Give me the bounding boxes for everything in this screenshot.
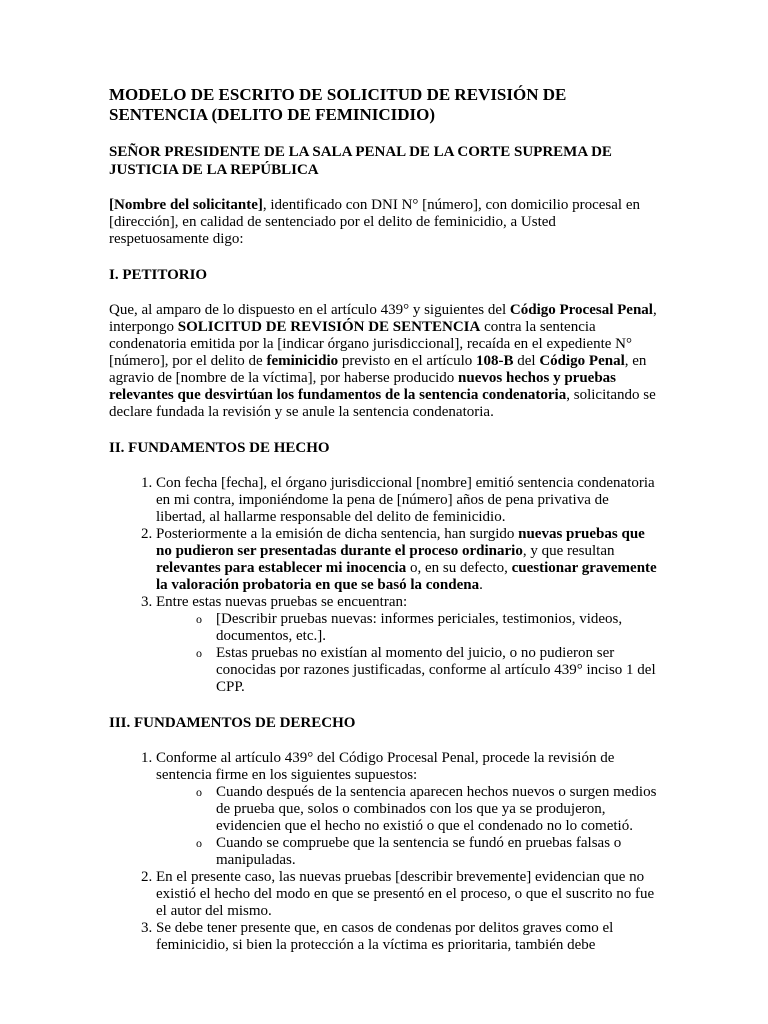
list-item: 2. Posteriormente a la emisión de dicha sentencia, han surgido nuevas pruebas que no pudieron ser presentadas durante el proceso ordinario, y que resultan relevantes para establecer mi inocencia o, en su defecto, cuestionar gravemente la valoración probatoria en que se basó la condena.	[156, 526, 658, 594]
list-item: 3. Se debe tener presente que, en casos de condenas por delitos graves como el feminicidio, si bien la protección a la víctima es prioritaria, también debe	[156, 920, 658, 954]
addressee: SEÑOR PRESIDENTE DE LA SALA PENAL DE LA CORTE SUPREMA DE JUSTICIA DE LA REPÚBLICA	[109, 144, 612, 178]
sub-list-item: o Estas pruebas no existían al momento del juicio, o no pudieron ser conocidas por razones justificadas, conforme al artículo 439° inciso 1 del CPP.	[202, 645, 658, 696]
section-derecho-heading: III. FUNDAMENTOS DE DERECHO	[109, 715, 356, 731]
section-petitorio-heading: I. PETITORIO	[109, 267, 208, 283]
hechos-list	[109, 475, 658, 696]
document-title: MODELO DE ESCRITO DE SOLICITUD DE REVISIÓN DE SENTENCIA (DELITO DE FEMINICIDIO)	[109, 85, 567, 124]
sub-list-item: o Cuando después de la sentencia aparecen hechos nuevos o surgen medios de prueba que, solos o combinados con los que ya se produjeron, evidencien que el hecho no existió o que el condenado no lo cometió.	[202, 784, 658, 835]
intro-text: , identificado con DNI N° [número], con domicilio procesal en [dirección], en calidad de sentenciado por el delito de feminicidio, a Usted respetuosamente digo:	[109, 197, 641, 247]
list-item: 3. Entre estas nuevas pruebas se encuentran: o [Describir pruebas nuevas: informes periciales, testimonios, videos, documentos, etc.]. o Estas pruebas no existían al momento del juicio, o no pudieron ser conocidas por razones justificadas, conforme al artículo 439° inciso 1 del CPP.	[156, 594, 658, 696]
applicant-name-placeholder: [Nombre del solicitante]	[109, 197, 263, 213]
sub-list	[156, 611, 658, 696]
sub-list-item: o Cuando se compruebe que la sentencia se fundó en pruebas falsas o manipuladas.	[202, 835, 658, 869]
list-item: 1. Con fecha [fecha], el órgano jurisdiccional [nombre] emitió sentencia condenatoria en mi contra, imponiéndome la pena de [número] años de pena privativa de libertad, al hallarme responsable del delito de feminicidio.	[156, 475, 658, 526]
list-item: 1. Conforme al artículo 439° del Código Procesal Penal, procede la revisión de sentencia firme en los siguientes supuestos: o Cuando después de la sentencia aparecen hechos nuevos o surgen medios de prueba que, solos o combinados con los que ya se produjeron, evidencien que el hecho no existió o que el condenado no lo cometió. o Cuando se compruebe que la sentencia se fundó en pruebas falsas o manipuladas.	[156, 750, 658, 869]
list-item: 2. En el presente caso, las nuevas pruebas [describir brevemente] evidencian que no existió el hecho del modo en que se presentó en el proceso, o que el suscrito no fue el autor del mismo.	[156, 869, 658, 920]
petitorio-paragraph: Que, al amparo de lo dispuesto en el artículo 439° y siguientes del Código Procesal Penal, interpongo SOLICITUD DE REVISIÓN DE SENTENCIA contra la sentencia condenatoria emitida por la [indicar órgano jurisdiccional], recaída en el expediente N° [número], por el delito de feminicidio previsto en el artículo 108-B del Código Penal, en agravio de [nombre de la víctima], por haberse producido nuevos hechos y pruebas relevantes que desvirtúan los fundamentos de la sentencia condenatoria, solicitando se declare fundada la revisión y se anule la sentencia condenatoria.	[109, 302, 657, 420]
sub-list	[156, 784, 658, 869]
derecho-list	[109, 750, 658, 954]
intro-paragraph	[109, 197, 658, 248]
section-hechos-heading: II. FUNDAMENTOS DE HECHO	[109, 440, 330, 456]
sub-list-item: o [Describir pruebas nuevas: informes periciales, testimonios, videos, documentos, etc.].	[202, 611, 658, 645]
